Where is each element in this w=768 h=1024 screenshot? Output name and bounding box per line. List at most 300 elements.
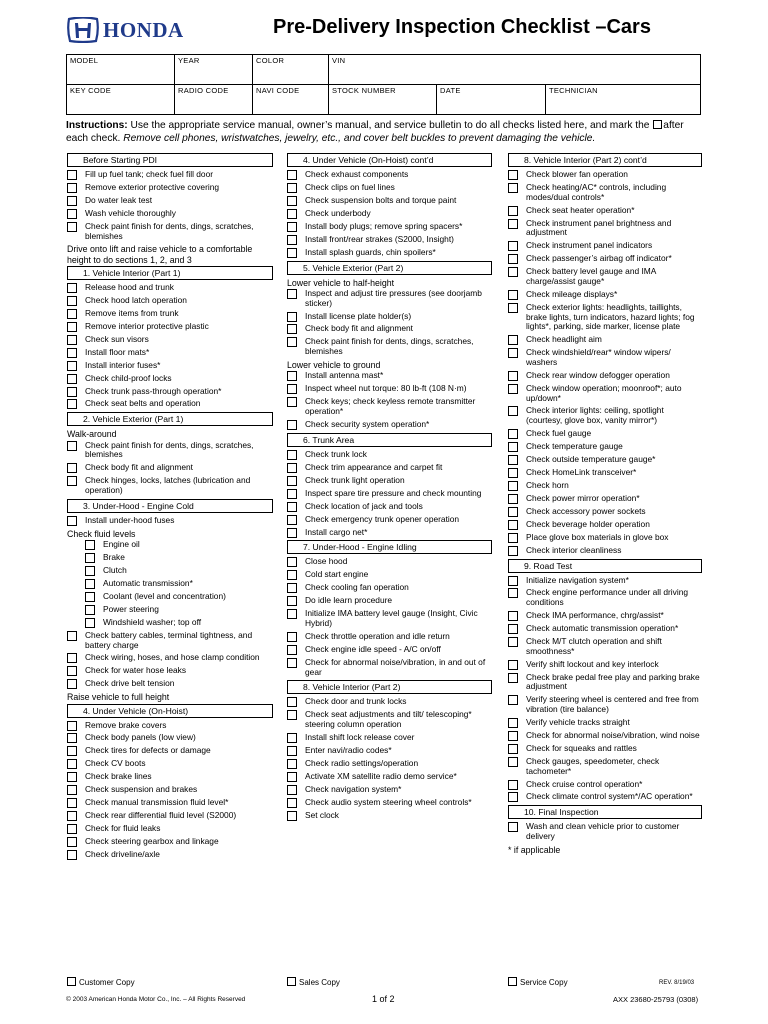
item-label: Check child-proof locks xyxy=(85,372,172,383)
checklist-item[interactable] xyxy=(508,624,702,634)
checklist-item[interactable] xyxy=(508,792,702,802)
vin-field[interactable]: VIN xyxy=(329,55,701,85)
item-checkbox[interactable] xyxy=(287,515,297,525)
checklist-item[interactable] xyxy=(67,653,273,663)
item-label: Check hood latch operation xyxy=(85,294,187,305)
item-label: Check emergency trunk opener operation xyxy=(305,513,460,524)
checklist-item[interactable] xyxy=(508,219,702,239)
checklist-item[interactable] xyxy=(287,785,492,795)
checklist-item[interactable] xyxy=(67,283,273,293)
item-checkbox[interactable] xyxy=(67,196,77,206)
checklist-item[interactable] xyxy=(508,731,702,741)
item-checkbox[interactable] xyxy=(85,605,95,615)
item-checkbox[interactable] xyxy=(67,785,77,795)
checklist-item[interactable] xyxy=(67,746,273,756)
item-label: Clutch xyxy=(103,565,127,576)
checklist-item[interactable] xyxy=(67,374,273,384)
checklist-item[interactable] xyxy=(67,798,273,808)
checklist-item[interactable] xyxy=(67,553,273,563)
item-checkbox[interactable] xyxy=(287,746,297,756)
checklist-item[interactable] xyxy=(508,406,702,426)
item-checkbox[interactable] xyxy=(67,759,77,769)
checklist-item[interactable] xyxy=(508,673,702,693)
item-checkbox[interactable] xyxy=(287,759,297,769)
item-checkbox[interactable] xyxy=(287,450,297,460)
color-field[interactable]: COLOR xyxy=(253,55,329,85)
item-label: Check navigation system* xyxy=(305,783,402,794)
checklist-item[interactable] xyxy=(67,540,273,550)
item-checkbox[interactable] xyxy=(67,772,77,782)
item-checkbox[interactable] xyxy=(508,481,518,491)
checklist-item[interactable] xyxy=(287,746,492,756)
item-label: Install cargo net* xyxy=(305,526,368,537)
checklist-item[interactable] xyxy=(67,222,273,242)
item-checkbox[interactable] xyxy=(508,170,518,180)
checklist-item[interactable] xyxy=(508,507,702,517)
item-checkbox[interactable] xyxy=(67,746,77,756)
item-checkbox[interactable] xyxy=(67,679,77,689)
item-checkbox[interactable] xyxy=(287,798,297,808)
item-label: Check seat heater operation* xyxy=(526,204,635,215)
item-checkbox[interactable] xyxy=(287,489,297,499)
item-checkbox[interactable] xyxy=(67,824,77,834)
section-header: 8. Vehicle Interior (Part 2) cont’d xyxy=(508,153,702,167)
checklist-item[interactable] xyxy=(67,733,273,743)
checklist-item[interactable] xyxy=(508,384,702,404)
item-checkbox[interactable] xyxy=(67,733,77,743)
checklist-item[interactable] xyxy=(508,303,702,332)
checklist-item[interactable] xyxy=(287,658,492,678)
checklist-item[interactable] xyxy=(287,772,492,782)
stock-number-field[interactable]: STOCK NUMBER xyxy=(329,85,437,115)
service-copy[interactable] xyxy=(508,977,568,988)
item-checkbox[interactable] xyxy=(85,579,95,589)
checklist-item[interactable] xyxy=(67,785,273,795)
checklist-item[interactable] xyxy=(508,637,702,657)
sales-copy[interactable] xyxy=(287,977,340,988)
checklist-item[interactable] xyxy=(287,645,492,655)
checklist-item[interactable] xyxy=(287,798,492,808)
item-label: Check seat adjustments and tilt/ telescoping* steering column operation xyxy=(305,709,472,730)
checklist-item[interactable] xyxy=(287,502,492,512)
item-checkbox[interactable] xyxy=(67,631,77,641)
item-checkbox[interactable] xyxy=(508,546,518,556)
checklist-item[interactable] xyxy=(287,324,492,334)
item-checkbox[interactable] xyxy=(287,645,297,655)
item-checkbox[interactable] xyxy=(287,733,297,743)
checklist-item[interactable] xyxy=(67,679,273,689)
checklist-item[interactable] xyxy=(67,759,273,769)
item-checkbox[interactable] xyxy=(508,695,518,705)
item-checkbox[interactable] xyxy=(67,309,77,319)
checklist-item[interactable] xyxy=(287,196,492,206)
checklist-item[interactable] xyxy=(67,348,273,358)
item-checkbox[interactable] xyxy=(287,196,297,206)
checklist-item[interactable] xyxy=(508,170,702,180)
item-label: Check automatic transmission operation* xyxy=(526,623,679,634)
item-checkbox[interactable] xyxy=(508,241,518,251)
item-checkbox[interactable] xyxy=(287,658,297,668)
checklist-item[interactable] xyxy=(508,520,702,530)
section-header: 7. Under-Hood - Engine Idling xyxy=(287,540,492,554)
item-checkbox[interactable] xyxy=(287,312,297,322)
item-checkbox[interactable] xyxy=(508,335,518,345)
checklist-item[interactable] xyxy=(287,557,492,567)
item-checkbox[interactable] xyxy=(508,507,518,517)
item-checkbox[interactable] xyxy=(508,290,518,300)
item-checkbox[interactable] xyxy=(508,624,518,634)
checklist-item[interactable] xyxy=(67,296,273,306)
checklist-item[interactable] xyxy=(67,772,273,782)
item-checkbox[interactable] xyxy=(287,811,297,821)
item-label: Automatic transmission* xyxy=(103,578,193,588)
item-checkbox[interactable] xyxy=(287,170,297,180)
item-label: Enter navi/radio codes* xyxy=(305,745,392,755)
item-checkbox[interactable] xyxy=(508,348,518,358)
checklist-item[interactable] xyxy=(508,290,702,300)
item-checkbox[interactable] xyxy=(287,397,297,407)
checklist-item[interactable] xyxy=(508,780,702,790)
item-checkbox[interactable] xyxy=(287,222,297,232)
checklist-item[interactable] xyxy=(67,387,273,397)
checklist-item[interactable] xyxy=(508,267,702,287)
checklist-item[interactable] xyxy=(67,592,273,602)
item-label: Initialize IMA battery level gauge (Insight, Civic Hybrid) xyxy=(305,608,478,628)
checklist-item[interactable] xyxy=(287,632,492,642)
checklist-item[interactable] xyxy=(508,429,702,439)
item-checkbox[interactable] xyxy=(508,468,518,478)
checklist-item[interactable] xyxy=(287,697,492,707)
item-checkbox[interactable] xyxy=(67,721,77,731)
checklist-item[interactable] xyxy=(67,361,273,371)
technician-field[interactable]: TECHNICIAN xyxy=(546,85,701,115)
key-code-field[interactable]: KEY CODE xyxy=(67,85,175,115)
checklist-item[interactable] xyxy=(508,757,702,777)
item-checkbox[interactable] xyxy=(287,476,297,486)
checklist-item[interactable] xyxy=(287,371,492,381)
item-checkbox[interactable] xyxy=(508,673,518,683)
checklist-item[interactable] xyxy=(287,397,492,417)
checklist-item[interactable] xyxy=(67,824,273,834)
item-checkbox[interactable] xyxy=(85,618,95,628)
checklist-item[interactable] xyxy=(287,570,492,580)
item-checkbox[interactable] xyxy=(67,183,77,193)
checklist-item[interactable] xyxy=(508,254,702,264)
checklist-item[interactable] xyxy=(508,744,702,754)
checklist-item[interactable] xyxy=(67,170,273,180)
checklist-item[interactable] xyxy=(287,596,492,606)
service-copy-checkbox[interactable] xyxy=(508,977,517,986)
item-label: Check window operation; moonroof*; auto up/down* xyxy=(526,382,682,403)
navi-code-field[interactable]: NAVI CODE xyxy=(253,85,329,115)
item-checkbox[interactable] xyxy=(287,772,297,782)
checklist-item[interactable] xyxy=(67,335,273,345)
item-label: Check M/T clutch operation and shift smoothness* xyxy=(526,636,662,656)
checklist-item[interactable] xyxy=(67,399,273,409)
checklist-item[interactable] xyxy=(67,309,273,319)
date-field[interactable]: DATE xyxy=(437,85,546,115)
checklist-item[interactable] xyxy=(508,494,702,504)
checklist-item[interactable] xyxy=(287,450,492,460)
model-field[interactable]: MODEL xyxy=(67,55,175,85)
item-checkbox[interactable] xyxy=(508,206,518,216)
item-checkbox[interactable] xyxy=(508,533,518,543)
checklist-item[interactable] xyxy=(287,463,492,473)
checklist-item[interactable] xyxy=(67,721,273,731)
checklist-item[interactable] xyxy=(287,476,492,486)
checklist-item[interactable] xyxy=(67,209,273,219)
checklist-item[interactable] xyxy=(508,588,702,608)
item-label: Install license plate holder(s) xyxy=(305,310,412,321)
item-label: Check blower fan operation xyxy=(526,169,628,179)
item-checkbox[interactable] xyxy=(508,384,518,394)
item-label: Check suspension and brakes xyxy=(85,784,198,795)
item-checkbox[interactable] xyxy=(508,718,518,728)
checklist-item[interactable] xyxy=(508,660,702,670)
year-field[interactable]: YEAR xyxy=(175,55,253,85)
item-checkbox[interactable] xyxy=(508,442,518,452)
item-checkbox[interactable] xyxy=(508,303,518,313)
item-checkbox[interactable] xyxy=(508,744,518,754)
item-label: Do idle learn procedure xyxy=(305,595,393,606)
item-checkbox[interactable] xyxy=(85,566,95,576)
item-checkbox[interactable] xyxy=(508,588,518,598)
item-checkbox[interactable] xyxy=(67,335,77,345)
page-title: Pre-Delivery Inspection Checklist –Cars xyxy=(273,16,651,38)
item-checkbox[interactable] xyxy=(508,254,518,264)
item-checkbox[interactable] xyxy=(287,632,297,642)
brand-wordmark: HONDA xyxy=(103,18,184,42)
item-label: Check body fit and alignment xyxy=(85,462,194,473)
item-checkbox[interactable] xyxy=(287,502,297,512)
item-checkbox[interactable] xyxy=(67,283,77,293)
checklist-item[interactable] xyxy=(287,170,492,180)
item-checkbox[interactable] xyxy=(287,248,297,258)
instruction-note: * if applicable xyxy=(508,845,561,856)
item-checkbox[interactable] xyxy=(287,785,297,795)
checklist-item[interactable] xyxy=(508,576,702,586)
checklist-item[interactable] xyxy=(508,335,702,345)
checklist-item[interactable] xyxy=(287,183,492,193)
item-checkbox[interactable] xyxy=(67,653,77,663)
instructions-text-after: after each check. xyxy=(66,120,684,145)
item-checkbox[interactable] xyxy=(508,576,518,586)
checklist-item[interactable] xyxy=(287,710,492,730)
checklist-item[interactable] xyxy=(508,241,702,251)
item-label: Install body plugs; remove spring spacers* xyxy=(305,220,463,231)
item-checkbox[interactable] xyxy=(67,222,77,232)
checklist-item[interactable] xyxy=(67,631,273,651)
item-checkbox[interactable] xyxy=(508,455,518,465)
checklist-item[interactable] xyxy=(508,183,702,203)
item-checkbox[interactable] xyxy=(508,660,518,670)
item-checkbox[interactable] xyxy=(508,267,518,277)
checklist-item[interactable] xyxy=(67,196,273,206)
checklist-item[interactable] xyxy=(508,822,702,842)
item-checkbox[interactable] xyxy=(287,609,297,619)
item-checkbox[interactable] xyxy=(67,209,77,219)
checklist-item[interactable] xyxy=(508,481,702,491)
item-label: Wash and clean vehicle prior to customer delivery xyxy=(526,821,680,842)
checklist-item[interactable] xyxy=(508,533,702,543)
item-label: Check for abnormal noise/vibration, wind noise xyxy=(526,729,700,740)
customer-copy-checkbox[interactable] xyxy=(67,977,76,986)
checklist-item[interactable] xyxy=(287,515,492,525)
item-checkbox[interactable] xyxy=(67,374,77,384)
item-checkbox[interactable] xyxy=(85,540,95,550)
item-checkbox[interactable] xyxy=(287,183,297,193)
radio-code-field[interactable]: RADIO CODE xyxy=(175,85,253,115)
item-checkbox[interactable] xyxy=(508,520,518,530)
item-checkbox[interactable] xyxy=(67,441,77,451)
checklist-item[interactable] xyxy=(287,209,492,219)
item-checkbox[interactable] xyxy=(287,697,297,707)
item-label: Verify steering wheel is centered and free from vibration (tire balance) xyxy=(526,694,699,715)
item-checkbox[interactable] xyxy=(287,596,297,606)
item-checkbox[interactable] xyxy=(287,209,297,219)
item-label: Check drive belt tension xyxy=(85,678,175,689)
item-checkbox[interactable] xyxy=(67,476,77,486)
checklist-item[interactable] xyxy=(287,222,492,232)
item-label: Check audio system steering wheel controls* xyxy=(305,796,472,807)
item-label: Check rear differential fluid level (S2000) xyxy=(85,810,237,821)
checklist-item[interactable] xyxy=(508,546,702,556)
item-checkbox[interactable] xyxy=(287,420,297,430)
item-checkbox[interactable] xyxy=(508,494,518,504)
checklist-item[interactable] xyxy=(508,206,702,216)
checklist-item[interactable] xyxy=(508,371,702,381)
checklist-item[interactable] xyxy=(508,442,702,452)
item-checkbox[interactable] xyxy=(67,850,77,860)
item-checkbox[interactable] xyxy=(67,296,77,306)
checklist-item[interactable] xyxy=(67,837,273,847)
checklist-item[interactable] xyxy=(67,566,273,576)
item-checkbox[interactable] xyxy=(287,371,297,381)
checklist-item[interactable] xyxy=(67,516,273,526)
item-checkbox[interactable] xyxy=(508,792,518,802)
item-label: Check power mirror operation* xyxy=(526,492,640,503)
checklist-item[interactable] xyxy=(67,579,273,589)
item-checkbox[interactable] xyxy=(508,611,518,621)
item-checkbox[interactable] xyxy=(508,822,518,832)
item-checkbox[interactable] xyxy=(67,463,77,473)
checklist-item[interactable] xyxy=(287,609,492,629)
item-checkbox[interactable] xyxy=(67,666,77,676)
item-checkbox[interactable] xyxy=(508,637,518,647)
item-checkbox[interactable] xyxy=(508,731,518,741)
item-checkbox[interactable] xyxy=(67,798,77,808)
item-label: Check for water hose leaks xyxy=(85,665,187,676)
item-checkbox[interactable] xyxy=(287,463,297,473)
item-checkbox[interactable] xyxy=(67,361,77,371)
item-label: Check security system operation* xyxy=(305,418,430,429)
item-checkbox[interactable] xyxy=(67,399,77,409)
item-label: Inspect spare tire pressure and check mounting xyxy=(305,487,482,498)
checklist-item[interactable] xyxy=(508,348,702,368)
item-label: Check passenger’s airbag off indicator* xyxy=(526,253,672,264)
checklist-item[interactable] xyxy=(287,528,492,538)
item-checkbox[interactable] xyxy=(508,757,518,767)
item-checkbox[interactable] xyxy=(508,219,518,229)
checklist-item[interactable] xyxy=(67,605,273,615)
checklist-item[interactable] xyxy=(287,583,492,593)
item-label: Check trunk pass-through operation* xyxy=(85,385,222,396)
item-checkbox[interactable] xyxy=(287,384,297,394)
checkbox-sample-icon xyxy=(653,120,662,129)
checklist-item[interactable] xyxy=(508,455,702,465)
checklist-item[interactable] xyxy=(67,811,273,821)
item-checkbox[interactable] xyxy=(67,837,77,847)
item-checkbox[interactable] xyxy=(287,235,297,245)
item-label: Check suspension bolts and torque paint xyxy=(305,194,457,205)
item-checkbox[interactable] xyxy=(287,570,297,580)
item-checkbox[interactable] xyxy=(287,337,297,347)
checklist-item[interactable] xyxy=(508,718,702,728)
item-checkbox[interactable] xyxy=(508,429,518,439)
checklist-item[interactable] xyxy=(287,289,492,309)
checklist-item[interactable] xyxy=(508,611,702,621)
item-label: Coolant (level and concentration) xyxy=(103,590,226,601)
item-checkbox[interactable] xyxy=(67,811,77,821)
item-checkbox[interactable] xyxy=(67,170,77,180)
checklist-item[interactable] xyxy=(287,312,492,322)
sales-copy-checkbox[interactable] xyxy=(287,977,296,986)
checklist-item[interactable] xyxy=(67,463,273,473)
item-checkbox[interactable] xyxy=(67,387,77,397)
item-checkbox[interactable] xyxy=(287,528,297,538)
checklist-item[interactable] xyxy=(508,695,702,715)
item-label: Remove interior protective plastic xyxy=(85,320,209,331)
checklist-item[interactable] xyxy=(67,850,273,860)
item-label: Check hinges, locks, latches (lubrication and operation) xyxy=(85,475,251,496)
item-checkbox[interactable] xyxy=(67,516,77,526)
item-checkbox[interactable] xyxy=(508,183,518,193)
item-checkbox[interactable] xyxy=(287,324,297,334)
checklist-item[interactable] xyxy=(67,183,273,193)
checklist-item[interactable] xyxy=(287,759,492,769)
checklist-item[interactable] xyxy=(67,666,273,676)
checklist-item[interactable] xyxy=(287,248,492,258)
item-checkbox[interactable] xyxy=(508,780,518,790)
checklist-item[interactable] xyxy=(67,618,273,628)
item-checkbox[interactable] xyxy=(85,592,95,602)
item-checkbox[interactable] xyxy=(67,348,77,358)
checklist-item[interactable] xyxy=(67,322,273,332)
item-checkbox[interactable] xyxy=(287,583,297,593)
item-checkbox[interactable] xyxy=(85,553,95,563)
checklist-item[interactable] xyxy=(287,489,492,499)
item-checkbox[interactable] xyxy=(508,406,518,416)
item-checkbox[interactable] xyxy=(287,289,297,299)
checklist-item[interactable] xyxy=(67,441,273,461)
item-checkbox[interactable] xyxy=(287,710,297,720)
item-checkbox[interactable] xyxy=(287,557,297,567)
section-header: 5. Vehicle Exterior (Part 2) xyxy=(287,261,492,275)
honda-logo xyxy=(66,16,216,44)
customer-copy[interactable] xyxy=(67,977,135,988)
checklist-item[interactable] xyxy=(287,811,492,821)
checklist-item[interactable] xyxy=(287,733,492,743)
checklist-item[interactable] xyxy=(287,420,492,430)
checklist-item[interactable] xyxy=(287,235,492,245)
checklist-item[interactable] xyxy=(287,337,492,357)
item-checkbox[interactable] xyxy=(67,322,77,332)
checklist-item[interactable] xyxy=(67,476,273,496)
item-checkbox[interactable] xyxy=(508,371,518,381)
checklist-item[interactable] xyxy=(508,468,702,478)
instructions-warning: Remove cell phones, wristwatches, jewelry, etc., and cover belt buckles to prevent damaging the vehicle. xyxy=(123,133,596,145)
checklist-item[interactable] xyxy=(287,384,492,394)
